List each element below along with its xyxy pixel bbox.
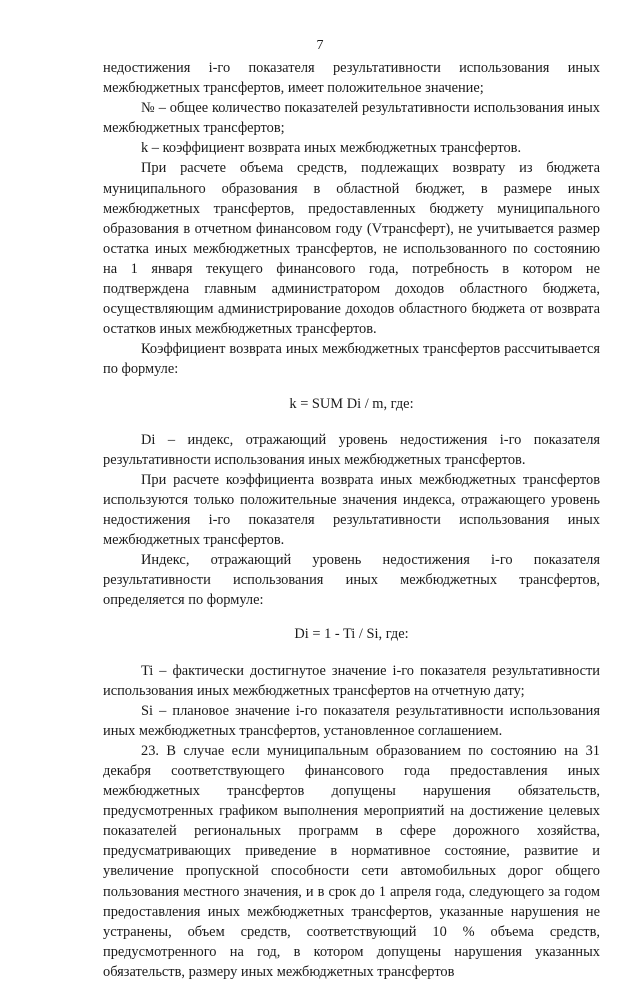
page-number: 7 [316,38,324,53]
formula-k: k = SUM Di / m, где: [289,395,414,412]
paragraph-definition-k: k – коэффициент возврата иных межбюджетных трансфертов. [141,140,522,157]
paragraph-definition-di: Di – индекс, отражающий уровень недостижения i-го показателя результативности использования иных межбюджетных трансфертов. [103,431,600,468]
paragraph-index-intro: Индекс, отражающий уровень недостижения i-го показателя результативности использования иных межбюджетных трансфертов, определяется по формуле: [103,552,600,609]
document-body [103,58,600,982]
paragraph-calculation-rule: При расчете объема средств, подлежащих возврату из бюджета муниципального образования в областной бюджет, в размере иных межбюджетных трансфертов, предоставленных бюджету муниципального образования в отчетном финансовом году (Vтрансферт), не учитывается размер остатка иных межбюджетных трансфертов, не использованного по состоянию на 1 января текущего финансового года, потребность в котором не подтверждена главным администратором доходов областного бюджета, осуществляющим администрирование доходов областного бюджета от возврата остатков иных межбюджетных трансфертов. [103,160,600,338]
paragraph-definition-count: № – общее количество показателей результативности использования иных межбюджетных трансфертов; [103,100,600,137]
paragraph-definition-ti: Ti – фактически достигнутое значение i-го показателя результативности использования иных межбюджетных трансфертов на отчетную дату; [103,662,600,699]
formula-di: Di = 1 - Ti / Si, где: [294,626,409,643]
paragraph-clause-23: 23. В случае если муниципальным образованием по состоянию на 31 декабря соответствующего финансового года предоставления иных межбюджетных трансфертов допущены нарушения обязательств, предусмотренных графиком выполнения мероприятий на достижение целевых показателей региональных программ в сфере дорожного хозяйства, предусматривающих приведение в нормативное состояние, развитие и увеличение пропускной способности сети автомобильных дорог общего пользования местного значения, и в срок до 1 апреля года, следующего за годом предоставления иных межбюджетных трансфертов, указанные нарушения не устранены, объем средств, соответствующий 10 % объема средств, предусмотренного на год, в котором допущены нарушения указанных обязательств, размеру иных межбюджетных трансфертов [103,742,600,980]
paragraph-continuation: недостижения i-го показателя результативности использования иных межбюджетных трансфертов, имеет положительное значение; [103,60,600,97]
paragraph-definition-si: Si – плановое значение i-го показателя результативности использования иных межбюджетных трансфертов, установленное соглашением. [103,702,600,739]
paragraph-coefficient-intro: Коэффициент возврата иных межбюджетных трансфертов рассчитывается по формуле: [103,341,600,378]
paragraph-positive-values: При расчете коэффициента возврата иных межбюджетных трансфертов используются только положительные значения индекса, отражающего уровень недостижения i-го показателя результативности использования иных межбюджетных трансфертов. [103,471,600,549]
